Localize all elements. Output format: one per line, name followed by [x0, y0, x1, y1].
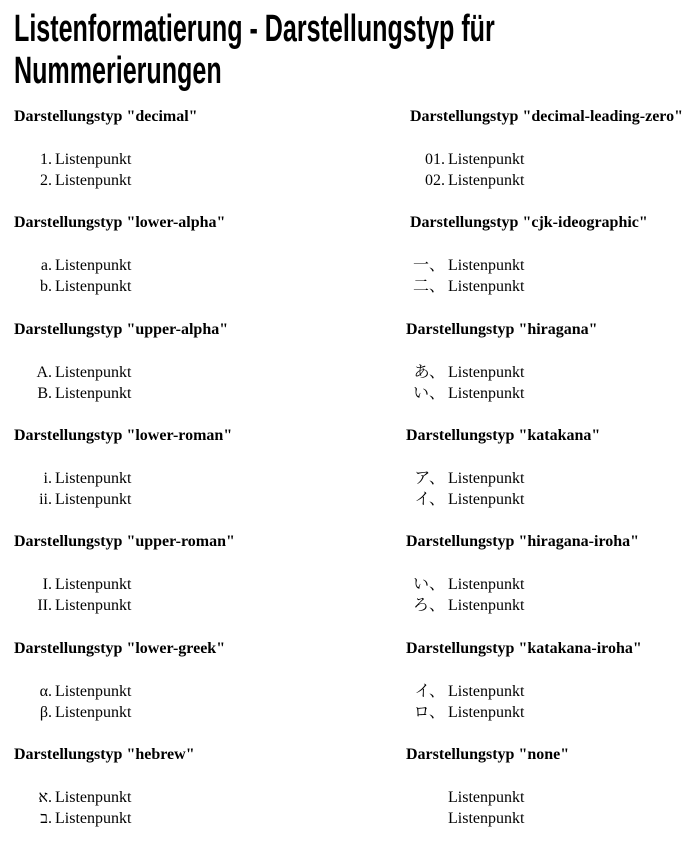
- section-heading: Darstellungstyp "decimal-leading-zero": [410, 108, 683, 125]
- list-section: [14, 532, 314, 632]
- list-item: [37, 384, 132, 404]
- list-item-text: Listenpunkt: [55, 257, 132, 275]
- list-item: [36, 363, 132, 383]
- list-item-text: Listenpunkt: [55, 490, 132, 508]
- section-heading: Darstellungstyp "decimal": [14, 108, 198, 125]
- list-item-text: Listenpunkt: [448, 682, 525, 700]
- list-item-text: Listenpunkt: [448, 257, 525, 275]
- list-item-text: Listenpunkt: [55, 809, 132, 827]
- list-item: [40, 809, 132, 829]
- list-item-text: Listenpunkt: [55, 788, 132, 806]
- list-item-text: Listenpunkt: [448, 469, 525, 487]
- list-item-text: Listenpunkt: [448, 576, 525, 594]
- list-item: [413, 703, 525, 723]
- list-item: [448, 809, 524, 829]
- list-marker: 一、: [412, 257, 445, 275]
- list-section: [14, 639, 314, 739]
- list-item-text: Listenpunkt: [55, 703, 132, 721]
- list-marker: a.: [40, 257, 52, 275]
- list-item-text: Listenpunkt: [55, 172, 132, 189]
- list-section: [14, 107, 314, 207]
- list-item: [412, 596, 525, 616]
- list-item: [42, 575, 132, 595]
- list-item-text: Listenpunkt: [55, 597, 132, 615]
- list-marker: α.: [39, 682, 52, 700]
- list-item: [39, 682, 132, 702]
- list-item-text: Listenpunkt: [55, 151, 132, 168]
- list-item-text: Listenpunkt: [448, 363, 525, 381]
- list-marker: い、: [412, 384, 445, 402]
- list-marker: ろ、: [412, 597, 445, 615]
- list-marker: B.: [37, 384, 52, 402]
- section-heading: Darstellungstyp "katakana": [406, 426, 601, 444]
- list-item: [414, 469, 525, 489]
- section-heading: Darstellungstyp "lower-roman": [14, 426, 233, 444]
- list-item-text: Listenpunkt: [55, 278, 132, 296]
- list-item-text: Listenpunkt: [448, 151, 525, 168]
- list-section: [14, 745, 314, 845]
- list-item-text: Listenpunkt: [55, 363, 132, 381]
- list-item-text: Listenpunkt: [448, 490, 525, 508]
- section-heading: Darstellungstyp "upper-roman": [14, 533, 235, 551]
- list-item-text: Listenpunkt: [448, 703, 525, 721]
- list-item: [39, 703, 132, 723]
- list-item-text: Listenpunkt: [448, 809, 525, 827]
- list-marker: 01.: [425, 151, 445, 168]
- section-heading: Darstellungstyp "upper-alpha": [14, 320, 229, 338]
- list-marker: II.: [37, 597, 52, 615]
- list-section: [406, 745, 700, 845]
- list-marker: i.: [43, 469, 52, 487]
- page-title: Listenformatierung - Darstellungstyp für Nummerierungen: [14, 8, 495, 92]
- list-marker: イ、: [414, 490, 445, 508]
- list-section: [406, 532, 700, 632]
- list-marker: ב.: [40, 809, 52, 827]
- list-section: [410, 213, 700, 313]
- section-heading: Darstellungstyp "cjk-ideographic": [410, 214, 648, 232]
- list-marker: א.: [38, 788, 52, 806]
- list-section: [406, 320, 700, 420]
- section-heading: Darstellungstyp "hebrew": [14, 745, 195, 763]
- list-item-text: Listenpunkt: [55, 384, 132, 402]
- list-marker: 二、: [412, 278, 445, 296]
- section-heading: Darstellungstyp "katakana-iroha": [406, 639, 642, 657]
- list-section: [406, 639, 700, 739]
- list-item: [412, 277, 525, 297]
- list-item: [38, 788, 132, 808]
- list-item: [413, 363, 525, 383]
- list-item-text: Listenpunkt: [55, 469, 132, 487]
- section-heading: Darstellungstyp "lower-alpha": [14, 214, 226, 232]
- list-item: [412, 575, 525, 595]
- list-item-text: Listenpunkt: [55, 576, 132, 594]
- list-item-text: Listenpunkt: [448, 788, 525, 806]
- list-item: [40, 256, 132, 276]
- list-item: [43, 469, 132, 489]
- list-item: [37, 596, 132, 616]
- section-heading: Darstellungstyp "none": [406, 745, 570, 763]
- list-marker: A.: [36, 363, 52, 381]
- list-section: [14, 320, 314, 420]
- list-marker: ii.: [39, 490, 52, 508]
- list-item: [425, 171, 525, 191]
- list-item: [39, 490, 132, 510]
- list-marker: I.: [42, 576, 52, 594]
- list-item-text: Listenpunkt: [55, 682, 132, 700]
- list-item: [414, 490, 525, 510]
- list-item-text: Listenpunkt: [448, 278, 525, 296]
- section-heading: Darstellungstyp "hiragana": [406, 320, 598, 338]
- list-marker: あ、: [413, 363, 445, 381]
- list-item-text: Listenpunkt: [448, 597, 525, 615]
- list-item: [412, 384, 525, 404]
- list-marker: 02.: [425, 172, 445, 189]
- list-item: [425, 150, 525, 170]
- list-item: [414, 682, 525, 702]
- list-item: [40, 277, 132, 297]
- list-marker: 2.: [40, 172, 52, 189]
- list-item-text: Listenpunkt: [448, 172, 525, 189]
- list-item: [40, 171, 132, 191]
- section-heading: Darstellungstyp "lower-greek": [14, 639, 226, 657]
- section-heading: Darstellungstyp "hiragana-iroha": [406, 533, 640, 551]
- list-section: [410, 107, 700, 207]
- list-marker: 1.: [40, 151, 52, 168]
- list-marker: い、: [412, 576, 445, 594]
- list-marker: β.: [39, 703, 52, 721]
- list-item: [40, 150, 132, 170]
- list-item: [448, 788, 524, 808]
- list-item-text: Listenpunkt: [448, 384, 525, 402]
- list-section: [406, 426, 700, 526]
- list-marker: ア、: [414, 469, 445, 487]
- list-marker: ロ、: [413, 703, 445, 721]
- list-section: [14, 213, 314, 313]
- list-marker: b.: [40, 278, 52, 296]
- list-marker: イ、: [414, 682, 445, 700]
- list-item: [412, 256, 525, 276]
- list-section: [14, 426, 314, 526]
